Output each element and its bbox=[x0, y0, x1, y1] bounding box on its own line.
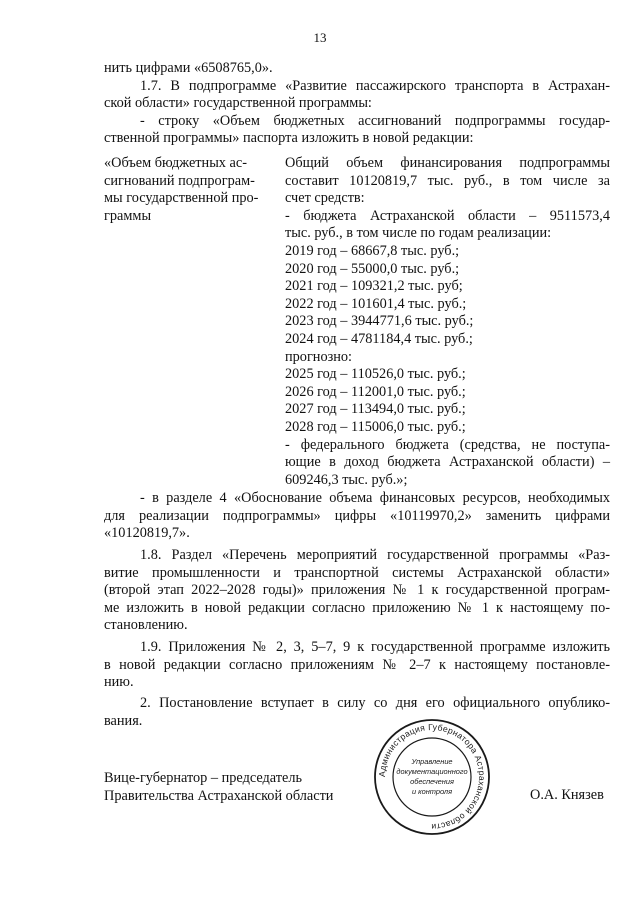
value-line: 609246,3 тыс. руб.»; bbox=[285, 471, 408, 488]
year-line: 2025 год – 110526,0 тыс. руб.; bbox=[285, 366, 466, 383]
paragraph-2-line: 2. Постановление вступает в силу со дня его официального опублико- bbox=[140, 695, 610, 711]
section-4-line: для реализации подпрограммы» цифры «10119970,2» заменить цифрами bbox=[104, 507, 610, 524]
value-line: составит 10120819,7 тыс. руб., в том числе за bbox=[285, 172, 610, 189]
value-line: тыс. руб., в том числе по годам реализации: bbox=[285, 225, 552, 242]
position-line: Вице-губернатор – председатель bbox=[104, 770, 303, 786]
year-line: 2023 год – 3944771,6 тыс. руб.; bbox=[285, 313, 474, 330]
paragraph-1-8-line: становлению. bbox=[104, 617, 188, 634]
section-4-line: «10120819,7». bbox=[104, 525, 190, 542]
value-line: ющие в доход бюджета Астраханской области) – bbox=[285, 454, 610, 471]
label-line: «Объем бюджетных ас- bbox=[104, 155, 247, 171]
stamp-center-line: и контроля bbox=[411, 787, 453, 796]
paragraph-1-8 bbox=[104, 547, 610, 635]
label-line: мы государственной про- bbox=[104, 190, 259, 207]
value-line: Общий объем финансирования подпрограммы bbox=[285, 155, 610, 171]
section-4-line: - в разделе 4 «Обоснование объема финансовых ресурсов, необходимых bbox=[140, 490, 610, 506]
year-line: 2020 год – 55000,0 тыс. руб.; bbox=[285, 260, 460, 277]
year-line: 2022 год – 101601,4 тыс. руб.; bbox=[285, 295, 467, 312]
paragraph-1-9 bbox=[104, 639, 610, 692]
signatory-position bbox=[104, 770, 333, 805]
paragraph-1-8-line: витие промышленности и транспортной системы Астраханской области» bbox=[104, 564, 610, 581]
intro-line: нить цифрами «6508765,0». bbox=[104, 60, 273, 76]
year-line: 2027 год – 113494,0 тыс. руб.; bbox=[285, 401, 466, 418]
year-line: 2026 год – 112001,0 тыс. руб.; bbox=[285, 383, 466, 400]
page-number: 13 bbox=[313, 30, 327, 45]
signatory-name: О.А. Князев bbox=[530, 787, 604, 803]
passport-row-label bbox=[104, 155, 274, 225]
stamp-ring-text-path: Администрация Губернатора Астраханской области bbox=[376, 721, 488, 833]
stamp-center-line: обеспечения bbox=[410, 777, 454, 786]
label-line: граммы bbox=[104, 207, 152, 224]
label-line: сигнований подпрограм- bbox=[104, 172, 255, 189]
stamp-center-line: документационного bbox=[396, 767, 468, 776]
position-line: Правительства Астраханской области bbox=[104, 787, 334, 804]
official-stamp bbox=[372, 717, 492, 837]
value-line: - федерального бюджета (средства, не поступа- bbox=[285, 436, 610, 453]
row-instruction-line: - строку «Объем бюджетных ассигнований подпрограммы государ- bbox=[140, 112, 610, 129]
intro-block bbox=[104, 60, 610, 148]
paragraph-1-8-line: 1.8. Раздел «Перечень мероприятий государственной программы «Раз- bbox=[140, 547, 610, 563]
year-line: 2024 год – 4781184,4 тыс. руб.; bbox=[285, 330, 473, 347]
value-line: прогнозно: bbox=[285, 348, 353, 365]
paragraph-1-8-line: ме изложить в новой редакции согласно приложению № 1 к настоящему по- bbox=[104, 599, 610, 616]
paragraph-1-7-line: 1.7. В подпрограмме «Развитие пассажирского транспорта в Астрахан- bbox=[140, 77, 610, 94]
paragraph-1-8-line: (второй этап 2022–2028 годы)» приложения № 1 к государственной програм- bbox=[104, 582, 610, 599]
paragraph-1-9-line: нию. bbox=[104, 674, 134, 691]
row-instruction-line: ственной программы» паспорта изложить в новой редакции: bbox=[104, 130, 474, 147]
value-line: - бюджета Астраханской области – 9511573,4 bbox=[285, 207, 610, 224]
year-line: 2028 год – 115006,0 тыс. руб.; bbox=[285, 418, 466, 435]
passport-row-value bbox=[285, 155, 610, 489]
section-4-paragraph bbox=[104, 490, 610, 543]
year-line: 2021 год – 109321,2 тыс. руб; bbox=[285, 278, 463, 295]
paragraph-1-9-line: в новой редакции согласно приложениям № 2–7 к настоящему постановле- bbox=[104, 656, 610, 673]
value-line: счет средств: bbox=[285, 190, 365, 207]
year-line: 2019 год – 68667,8 тыс. руб.; bbox=[285, 242, 460, 259]
stamp-center-line: Управление bbox=[411, 757, 453, 766]
paragraph-1-7-line: ской области» государственной программы: bbox=[104, 95, 372, 112]
paragraph-2 bbox=[104, 695, 610, 730]
paragraph-1-9-line: 1.9. Приложения № 2, 3, 5–7, 9 к государственной программе изложить bbox=[140, 639, 610, 655]
paragraph-2-line: вания. bbox=[104, 712, 143, 729]
